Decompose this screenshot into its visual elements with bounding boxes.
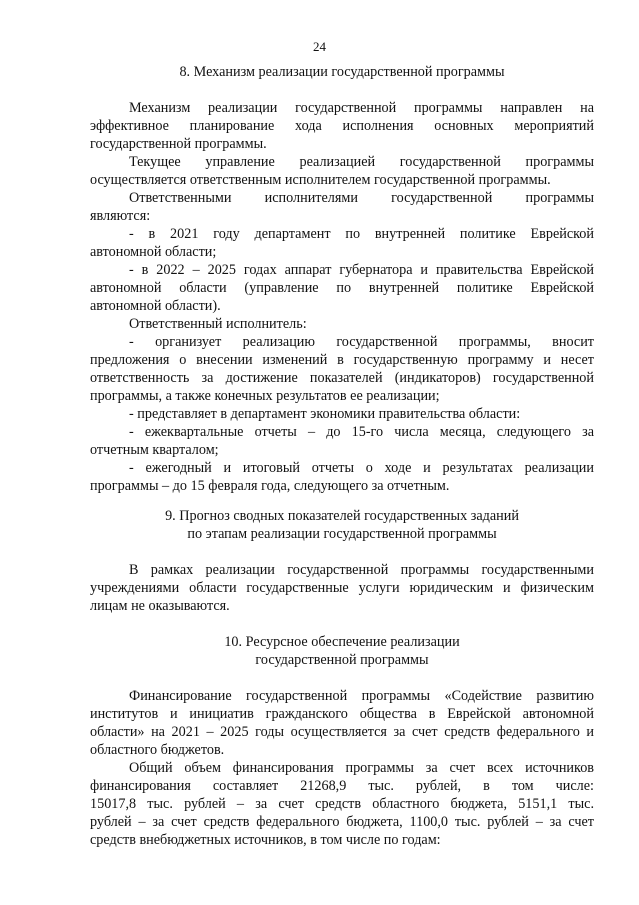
text-line: лицам не оказываются. [90,598,230,614]
text-line: предложения о внесении изменений в государственную программу и несет [90,352,594,368]
text-line: - в 2022 – 2025 годах аппарат губернатора и правительства Еврейской [129,262,594,278]
text-line: 15017,8 тыс. рублей – за счет средств областного бюджета, 5151,1 тыс. [90,796,594,812]
text-line: средств внебюджетных источников, в том числе по годам: [90,832,441,848]
text-line: Ответственными исполнителями государственной программы [129,190,594,206]
section-9-title [90,507,594,543]
text-line: учреждениями области государственные услуги юридическим и физическим [90,580,594,596]
text-line: автономной области (управление по внутренней политике Еврейской [90,280,594,296]
text-line: программы, а также конечных результатов ее реализации; [90,388,440,404]
text-line: - ежегодный и итоговый отчеты о ходе и результатах реализации [129,460,594,476]
text-line: - организует реализацию государственной программы, вносит [129,334,594,350]
list-item [90,459,594,495]
section-10-title-line: 10. Ресурсное обеспечение реализации [224,634,460,650]
text-line: - в 2021 году департамент по внутренней политике Еврейской [129,226,594,242]
section-9-paragraph [90,561,594,615]
text-line: - ежеквартальные отчеты – до 15-го числа месяца, следующего за [129,424,594,440]
list-item [90,423,594,459]
list-item [90,405,594,423]
section-9-title-line: по этапам реализации государственной программы [187,526,497,542]
text-line: - представляет в департамент экономики правительства области: [129,406,521,422]
text-line: являются: [90,208,151,224]
section-10-title [90,633,594,669]
text-line: Механизм реализации государственной программы направлен на [129,100,594,116]
text-line: ответственность за достижение показателей (индикаторов) государственной [90,370,594,386]
text-line: Финансирование государственной программы «Содействие развитию [129,688,594,704]
section-10-paragraph [90,759,594,849]
list-item [90,333,594,405]
text-line: области» на 2021 – 2025 годы осуществляется за счет средств федерального и [90,724,594,740]
section-8-paragraph [90,99,594,153]
page-number: 24 [313,39,326,54]
text-line: финансирования составляет 21268,9 тыс. рублей, в том числе: [90,778,594,794]
text-line: В рамках реализации государственной программы государственными [129,562,594,578]
section-8-paragraph [90,315,594,333]
text-line: рублей – за счет средств федерального бюджета, 1100,0 тыс. рублей – за счет [90,814,594,830]
text-line: Общий объем финансирования программы за счет всех источников [129,760,594,776]
section-8-title: 8. Механизм реализации государственной программы [179,64,505,80]
section-8-paragraph [90,189,594,225]
text-line: Текущее управление реализацией государственной программы [129,154,594,170]
text-line: государственной программы. [90,136,267,152]
section-10-paragraph [90,687,594,759]
text-line: отчетным кварталом; [90,442,219,458]
text-line: программы – до 15 февраля года, следующего за отчетным. [90,478,450,494]
text-line: осуществляется ответственным исполнителем государственной программы. [90,172,551,188]
section-9-title-line: 9. Прогноз сводных показателей государственных заданий [165,508,519,524]
list-item [90,225,594,261]
section-10-title-line: государственной программы [255,652,429,668]
text-line: автономной области; [90,244,217,260]
text-line: автономной области). [90,298,221,314]
text-line: эффективное планирование хода исполнения основных мероприятий [90,118,594,134]
text-line: Ответственный исполнитель: [129,316,307,332]
list-item [90,261,594,315]
text-line: областного бюджетов. [90,742,225,758]
section-8-paragraph [90,153,594,189]
text-line: институтов и инициатив гражданского общества в Еврейской автономной [90,706,594,722]
